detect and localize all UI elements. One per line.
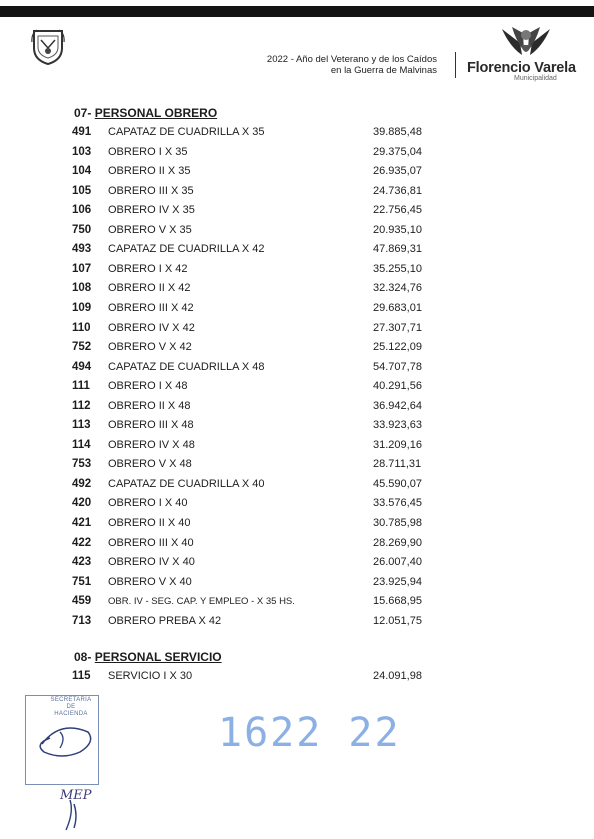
table-row: [0, 380, 594, 400]
row-code: 113: [72, 419, 91, 432]
row-description: OBRERO II X 35: [108, 165, 191, 178]
section-title: PERSONAL OBRERO: [94, 106, 218, 120]
row-description: OBRERO III X 48: [108, 419, 194, 432]
row-description: OBRERO V X 35: [108, 223, 192, 236]
row-description: CAPATAZ DE CUADRILLA X 35: [108, 126, 265, 138]
row-amount: 29.375,04: [373, 145, 422, 158]
row-code: 750: [72, 223, 92, 236]
row-amount: 54.707,78: [373, 360, 422, 373]
header-divider: [455, 52, 456, 78]
row-amount: 35.255,10: [373, 262, 422, 275]
row-code: 115: [72, 670, 91, 682]
row-code: 423: [72, 556, 92, 569]
table-row: [0, 146, 594, 166]
florencio-varela-logo-icon: [500, 25, 552, 61]
row-description: OBRERO III X 42: [108, 301, 194, 314]
section-heading: [74, 106, 217, 120]
row-amount: 31.209,16: [373, 438, 422, 451]
section-heading: [74, 650, 222, 664]
table-row: [0, 263, 594, 283]
row-description: OBRERO II X 42: [108, 282, 191, 295]
row-amount: 33.576,45: [373, 497, 422, 510]
row-description: OBRERO V X 42: [108, 341, 192, 354]
row-amount: 15.668,95: [373, 595, 422, 608]
table-row: [0, 282, 594, 302]
table-row: [0, 126, 594, 146]
table-row: [0, 341, 594, 361]
table-row: [0, 224, 594, 244]
table-row: [0, 576, 594, 596]
stamp-line-3: HACIENDA: [54, 711, 88, 717]
table-row: [0, 517, 594, 537]
handwritten-signature-icon: [30, 712, 110, 832]
row-amount: 32.324,76: [373, 282, 422, 295]
row-amount: 23.925,94: [373, 575, 422, 588]
table-row: [0, 537, 594, 557]
row-description: OBRERO V X 48: [108, 458, 192, 471]
row-code: 751: [72, 575, 92, 588]
row-code: 491: [72, 126, 92, 138]
table-row: [0, 302, 594, 322]
row-description: OBRERO II X 48: [108, 399, 191, 412]
table-row: [0, 478, 594, 498]
slogan-line-2: en la Guerra de Malvinas: [330, 65, 437, 76]
table-row: [0, 615, 594, 635]
section-title: PERSONAL SERVICIO: [94, 650, 222, 664]
row-code: 107: [72, 262, 92, 275]
row-code: 421: [72, 517, 92, 529]
row-description: OBRERO III X 40: [108, 536, 194, 549]
row-description: OBRERO IV X 35: [108, 204, 195, 217]
section-number: 07-: [74, 106, 92, 120]
row-code: 459: [72, 595, 92, 608]
logo-subtitle: Municipalidad: [514, 75, 557, 82]
table-row: [0, 595, 594, 615]
table-row: [0, 670, 594, 690]
row-description: OBRERO I X 40: [108, 497, 188, 510]
row-amount: 40.291,56: [373, 380, 422, 393]
row-description: OBRERO I X 48: [108, 380, 188, 393]
row-amount: 22.756,45: [373, 204, 422, 217]
row-description: OBRERO III X 35: [108, 184, 194, 197]
table-row: [0, 497, 594, 517]
row-amount: 24.736,81: [373, 184, 422, 197]
municipal-crest-icon: [31, 28, 65, 66]
row-amount: 33.923,63: [373, 419, 422, 432]
row-description: OBRERO II X 40: [108, 517, 191, 529]
table-row: [0, 556, 594, 576]
row-description: CAPATAZ DE CUADRILLA X 48: [108, 360, 265, 373]
row-description: OBR. IV - SEG. CAP. Y EMPLEO - X 35 HS.: [108, 596, 295, 608]
table-row: [0, 400, 594, 420]
row-description: SERVICIO I X 30: [108, 670, 193, 682]
row-description: OBRERO PREBA X 42: [108, 614, 222, 627]
stamp-initials: MEP: [60, 788, 92, 803]
table-row: [0, 458, 594, 478]
row-code: 422: [72, 536, 92, 549]
row-description: CAPATAZ DE CUADRILLA X 42: [108, 243, 265, 256]
stamp-line-2: DE: [66, 704, 76, 710]
row-code: 752: [72, 341, 92, 354]
row-amount: 27.307,71: [373, 321, 422, 334]
row-amount: 36.942,64: [373, 399, 422, 412]
row-code: 493: [72, 243, 92, 256]
row-amount: 20.935,10: [373, 223, 422, 236]
header-slogan: [195, 54, 437, 76]
row-code: 492: [72, 477, 92, 490]
document-number-stamp: 1622 22: [218, 710, 401, 756]
table-row: [0, 439, 594, 459]
table-row: [0, 361, 594, 381]
row-code: 103: [72, 145, 92, 158]
row-code: 109: [72, 301, 92, 314]
row-code: 713: [72, 614, 92, 627]
row-code: 105: [72, 184, 92, 197]
row-code: 494: [72, 360, 92, 373]
row-amount: 26.935,07: [373, 165, 422, 178]
row-description: OBRERO V X 40: [108, 575, 192, 588]
row-description: OBRERO I X 35: [108, 145, 188, 158]
row-amount: 12.051,75: [373, 614, 422, 627]
slogan-line-1: 2022 - Año del Veterano y de los Caídos: [266, 54, 437, 65]
row-description: OBRERO IV X 42: [108, 321, 195, 334]
row-amount: 28.711,31: [373, 458, 422, 471]
row-code: 420: [72, 497, 92, 510]
row-amount: 47.869,31: [373, 243, 422, 256]
row-description: OBRERO IV X 48: [108, 438, 195, 451]
row-code: 110: [72, 321, 91, 334]
table-row: [0, 204, 594, 224]
row-description: OBRERO I X 42: [108, 262, 188, 275]
row-amount: 28.269,90: [373, 536, 422, 549]
row-amount: 24.091,98: [373, 670, 422, 682]
row-amount: 45.590,07: [373, 477, 422, 490]
row-amount: 25.122,09: [373, 341, 422, 354]
stamp-line-1: SECRETARIA: [50, 697, 92, 703]
table-row: [0, 243, 594, 263]
row-description: OBRERO IV X 40: [108, 556, 195, 569]
row-code: 114: [72, 438, 91, 451]
row-code: 111: [72, 380, 90, 393]
table-row: [0, 322, 594, 342]
table-row: [0, 419, 594, 439]
page-top-border: [0, 6, 594, 17]
row-code: 112: [72, 399, 91, 412]
table-row: [0, 165, 594, 185]
row-code: 106: [72, 204, 92, 217]
table-row: [0, 185, 594, 205]
row-code: 753: [72, 458, 92, 471]
row-amount: 29.683,01: [373, 301, 422, 314]
row-amount: 39.885,48: [373, 126, 422, 138]
row-code: 108: [72, 282, 92, 295]
row-amount: 30.785,98: [373, 517, 422, 529]
row-code: 104: [72, 165, 92, 178]
row-amount: 26.007,40: [373, 556, 422, 569]
section-number: 08-: [74, 650, 92, 664]
row-description: CAPATAZ DE CUADRILLA X 40: [108, 477, 265, 490]
logo-wordmark: Florencio Varela: [467, 60, 576, 76]
